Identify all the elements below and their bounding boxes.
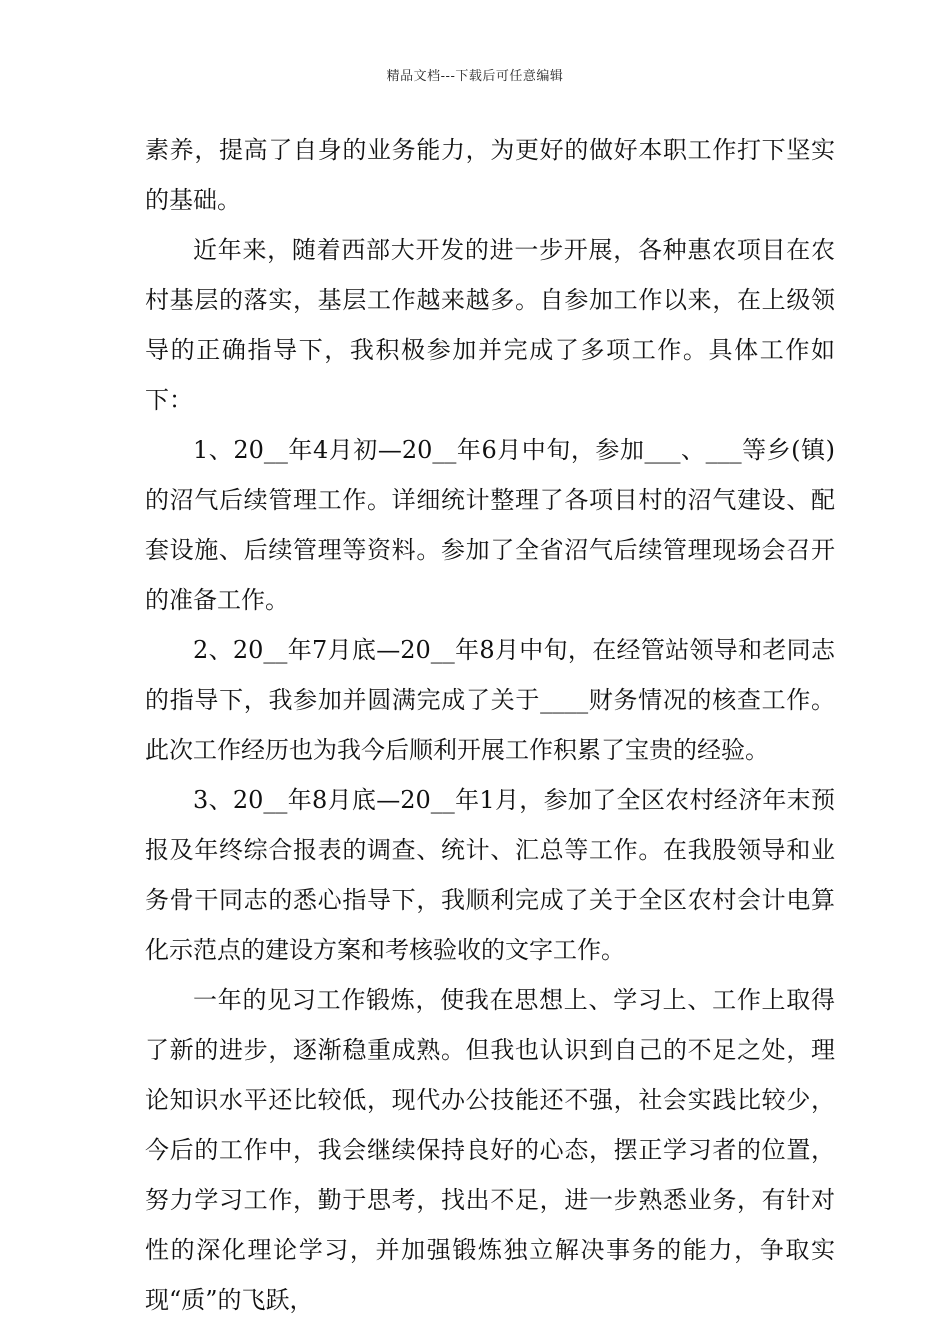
paragraph: 近年来，随着西部大开发的进一步开展，各种惠农项目在农村基层的落实，基层工作越来越多。自参加工作以来，在上级领导的正确指导下，我积极参加并完成了多项工作。具体工作如下： [145, 236, 835, 414]
document-body [145, 125, 835, 1325]
paragraph: 1、20__年4月初—20__年6月中旬，参加___、___等乡(镇)的沼气后续管理工作。详细统计整理了各项目村的沼气建设、配套设施、后续管理等资料。参加了全省沼气后续管理现场会召开的准备工作。 [145, 436, 835, 614]
paragraph: 2、20__年7月底—20__年8月中旬，在经管站领导和老同志的指导下，我参加并圆满完成了关于____财务情况的核查工作。此次工作经历也为我今后顺利开展工作积累了宝贵的经验。 [145, 636, 835, 764]
page-header: 精品文档---下载后可任意编辑 [386, 69, 564, 84]
paragraph: 素养，提高了自身的业务能力，为更好的做好本职工作打下坚实的基础。 [145, 136, 835, 214]
paragraph: 一年的见习工作锻炼，使我在思想上、学习上、工作上取得了新的进步，逐渐稳重成熟。但我也认识到自己的不足之处，理论知识水平还比较低，现代办公技能还不强，社会实践比较少，今后的工作中，我会继续保持良好的心态，摆正学习者的位置，努力学习工作，勤于思考，找出不足，进一步熟悉业务，有针对性的深化理论学习，并加强锻炼独立解决事务的能力，争取实现“质”的飞跃， [145, 986, 835, 1314]
paragraph: 3、20__年8月底—20__年1月，参加了全区农村经济年末预报及年终综合报表的调查、统计、汇总等工作。在我股领导和业务骨干同志的悉心指导下，我顺利完成了关于全区农村会计电算化示范点的建设方案和考核验收的文字工作。 [145, 786, 835, 964]
